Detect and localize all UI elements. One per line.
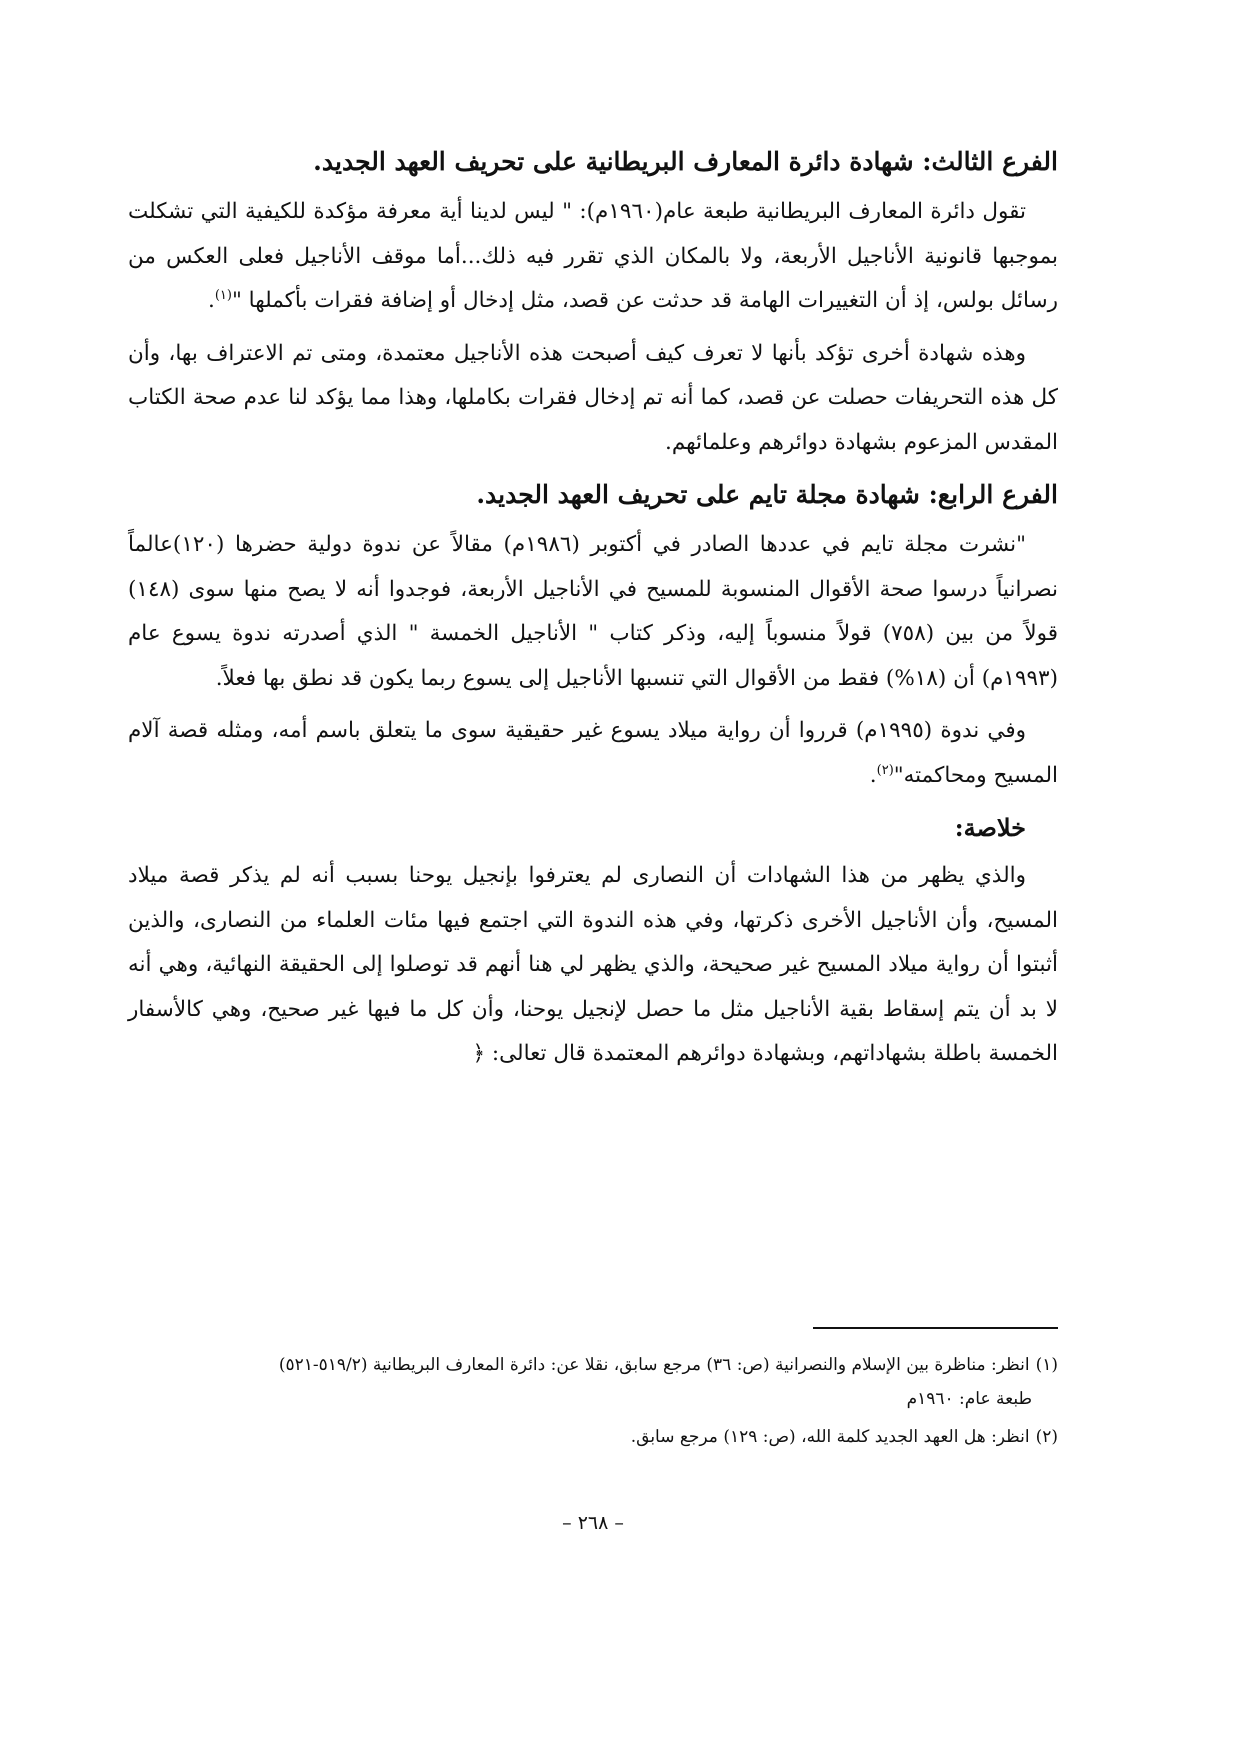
britannica-comment-paragraph: وهذه شهادة أخرى تؤكد بأنها لا تعرف كيف أصبحت هذه الأناجيل معتمدة، ومتى تم الاعتراف بها، وأن كل هذه التحريفات حصلت عن قصد، كما أنه تم إدخال فقرات بكاملها، وهذا مما يؤكد لنا عدم صحة الكتاب المقدس المزعوم بشهادة دوائرهم وعلمائهم. bbox=[128, 340, 1058, 455]
britannica-quote-text: تقول دائرة المعارف البريطانية طبعة عام(١٩٦٠م): " ليس لدينا أية معرفة مؤكدة للكيفية التي تشكلت بموجبها قانونية الأناجيل الأربعة، ولا بالمكان الذي تقرر فيه ذلك...أما موقف الأناجيل فعلى العكس من رسائل بولس، إذ أن التغييرات الهامة قد حدثت عن قصد، مثل إدخال أو إضافة فقرات بأكملها " bbox=[128, 199, 1058, 313]
seminar-end-punct: . bbox=[869, 762, 877, 788]
footnote-1-text: انظر: مناظرة بين الإسلام والنصرانية (ص: ٣٦) مرجع سابق، نقلا عن: دائرة المعارف البريطانية (٥١٩/٢-٥٢١) bbox=[278, 1355, 1030, 1375]
footnote-separator bbox=[813, 1327, 1058, 1329]
footnote-1-number: (١) bbox=[1035, 1355, 1058, 1375]
summary-paragraph: والذي يظهر من هذا الشهادات أن النصارى لم يعترفوا بإنجيل يوحنا بسبب أنه لم يذكر قصة ميلاد المسيح، وأن الأناجيل الأخرى ذكرتها، وفي هذه الندوة التي اجتمع فيها مئات العلماء من النصارى، والذين أثبتوا أن رواية ميلاد المسيح غير صحيحة، والذي يظهر لي هنا أنهم قد توصلوا إلى الحقيقة النهائية، وهي أنه لا بد أن يتم إسقاط بقية الأناجيل مثل ما حصل لإنجيل يوحنا، وأن كل ما فيها غير صحيح، وهي كالأسفار الخمسة باطلة بشهاداتهم، وبشهادة دوائرهم المعتمدة قال تعالى: ﴿ bbox=[128, 863, 1058, 1066]
footnote-2-text: انظر: هل العهد الجديد كلمة الله، (ص: ١٢٩) مرجع سابق. bbox=[630, 1427, 1030, 1447]
page-number: – ٢٦٨ – bbox=[562, 1512, 624, 1534]
britannica-quote-paragraph bbox=[128, 190, 1058, 324]
footnote-2 bbox=[128, 1420, 1058, 1454]
footnote-ref-1[interactable]: (١) bbox=[214, 287, 232, 303]
summary-heading: خلاصة: bbox=[954, 813, 1026, 842]
footnote-ref-2[interactable]: (٢) bbox=[876, 762, 894, 778]
time-magazine-paragraph: "نشرت مجلة تايم في عددها الصادر في أكتوبر (١٩٨٦م) مقالاً عن ندوة دولية حضرها (١٢٠)عالماً نصرانياً درسوا صحة الأقوال المنسوبة للمسيح في الأناجيل الأربعة، فوجدوا أنه لا يصح منها سوى (١٤٨) قولاً من بين (٧٥٨) قولاً منسوباً إليه، وذكر كتاب " الأناجيل الخمسة " الذي أصدرته ندوة يسوع عام (١٩٩٣م) أن (١٨%) فقط من الأقوال التي تنسبها الأناجيل إلى يسوع ربما يكون قد نطق بها فعلاً. bbox=[128, 532, 1058, 691]
footnote-2-number: (٢) bbox=[1035, 1427, 1058, 1447]
seminar-paragraph bbox=[128, 709, 1058, 798]
book-page bbox=[128, 140, 1058, 1730]
section-heading-third: الفرع الثالث: شهادة دائرة المعارف البريطانية على تحريف العهد الجديد. bbox=[313, 147, 1058, 176]
footnote-1-continuation: طبعة عام: ١٩٦٠م bbox=[906, 1389, 1032, 1409]
section-heading-fourth: الفرع الرابع: شهادة مجلة تايم على تحريف العهد الجديد. bbox=[476, 480, 1058, 509]
footnote-1 bbox=[128, 1348, 1058, 1416]
quote-end-punct: . bbox=[207, 288, 215, 313]
seminar-text: وفي ندوة (١٩٩٥م) قرروا أن رواية ميلاد يسوع غير حقيقية سوى ما يتعلق باسم أمه، ومثله قصة آلام المسيح ومحاكمته" bbox=[128, 718, 1058, 788]
footnotes bbox=[128, 1348, 1058, 1458]
